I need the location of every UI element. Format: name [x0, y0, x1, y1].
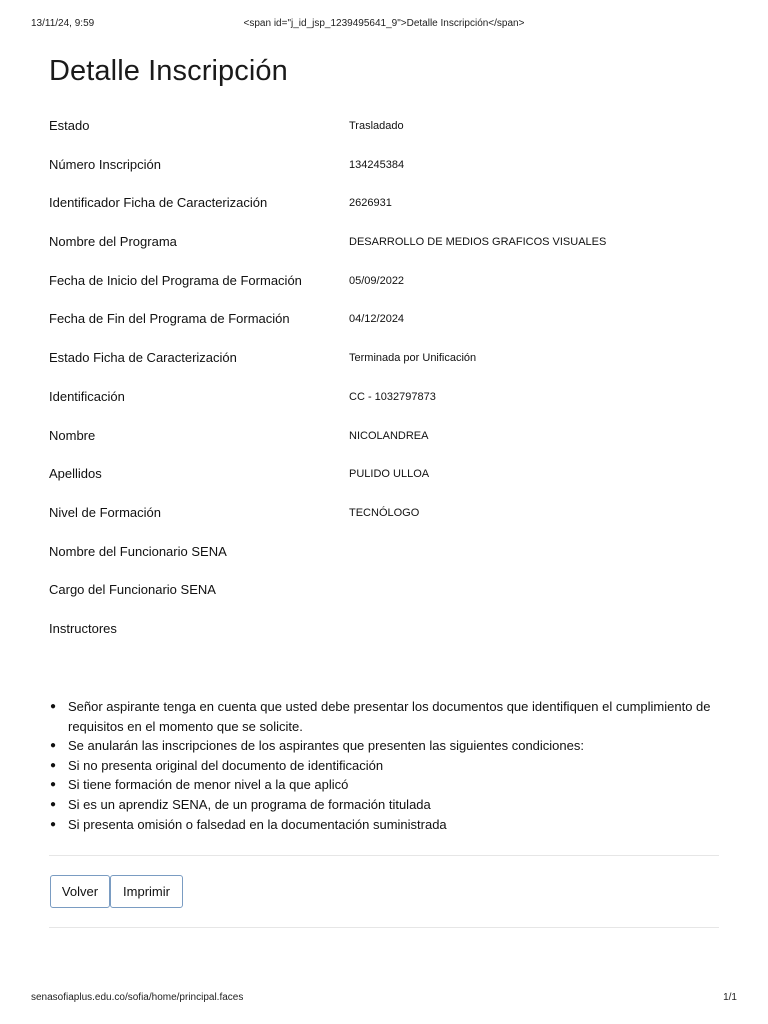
note-text: Si es un aprendiz SENA, de un programa de formación titulada	[68, 796, 431, 812]
print-button[interactable]: Imprimir	[110, 875, 183, 908]
page-url: senasofiaplus.edu.co/sofia/home/principal.faces	[31, 992, 244, 1003]
field-row-cargo-funcionario	[49, 572, 719, 611]
field-value: 05/09/2022	[349, 274, 405, 287]
field-row-nivel-formacion	[49, 495, 719, 534]
field-label: Nombre	[49, 427, 96, 443]
print-footer	[31, 992, 737, 1006]
field-value: 134245384	[349, 158, 405, 171]
field-value: Terminada por Unificación	[349, 352, 477, 365]
field-label: Nombre del Funcionario SENA	[49, 543, 227, 559]
note-text: Si no presenta original del documento de identificación	[68, 757, 384, 773]
note-text: Señor aspirante tenga en cuenta que usted debe presentar los documentos que identifiquen el cumplimiento de requisitos en el momento que se solicite.	[68, 699, 711, 734]
list-item	[49, 697, 729, 736]
field-row-fecha-fin	[49, 301, 719, 340]
field-row-nombre	[49, 418, 719, 457]
field-label: Nombre del Programa	[49, 234, 177, 250]
field-label: Instructores	[49, 620, 117, 636]
field-label: Estado Ficha de Caracterización	[49, 350, 237, 366]
field-row-apellidos	[49, 456, 719, 495]
enrollment-details	[49, 108, 719, 650]
field-value: DESARROLLO DE MEDIOS GRAFICOS VISUALES	[349, 236, 607, 249]
print-document-title: <span id="j_id_jsp_1239495641_9">Detalle Inscripción</span>	[243, 18, 525, 29]
field-row-identificacion	[49, 379, 719, 418]
field-label: Apellidos	[49, 466, 102, 482]
note-text: Se anularán las inscripciones de los aspirantes que presenten las siguientes condiciones:	[68, 738, 584, 754]
divider	[49, 855, 719, 856]
field-label: Fecha de Inicio del Programa de Formación	[49, 272, 302, 288]
field-value: NICOLANDREA	[349, 429, 429, 442]
field-value: Trasladado	[349, 120, 404, 132]
bullet-icon: ●	[50, 701, 57, 712]
field-label: Número Inscripción	[49, 156, 161, 172]
divider	[49, 927, 719, 928]
field-value: CC - 1032797873	[349, 390, 436, 403]
field-label: Identificación	[49, 388, 125, 404]
back-button[interactable]: Volver	[50, 875, 110, 908]
field-value: 2626931	[349, 197, 392, 210]
field-value: TECNÓLOGO	[349, 506, 420, 519]
bullet-icon: ●	[50, 740, 57, 752]
bullet-icon: ●	[50, 779, 57, 791]
field-label: Estado	[49, 118, 90, 133]
field-row-nombre-programa	[49, 224, 719, 263]
field-row-estado	[49, 108, 719, 147]
field-row-nombre-funcionario	[49, 534, 719, 573]
list-item	[49, 815, 729, 835]
bullet-icon: ●	[50, 759, 57, 771]
print-header	[31, 18, 737, 32]
note-text: Si tiene formación de menor nivel a la que aplicó	[68, 777, 349, 793]
note-text: Si presenta omisión o falsedad en la documentación suministrada	[68, 816, 447, 832]
page-count: 1/1	[723, 992, 737, 1003]
field-label: Cargo del Funcionario SENA	[49, 582, 216, 598]
bullet-icon: ●	[50, 798, 57, 810]
field-label: Nivel de Formación	[49, 504, 161, 520]
field-value: PULIDO ULLOA	[349, 468, 430, 481]
field-row-instructores	[49, 611, 719, 650]
field-label: Identificador Ficha de Caracterización	[49, 195, 268, 211]
bullet-icon: ●	[50, 818, 57, 830]
list-item	[49, 775, 729, 795]
field-row-identificador-ficha	[49, 185, 719, 224]
field-label: Fecha de Fin del Programa de Formación	[49, 311, 290, 327]
field-value: 04/12/2024	[349, 313, 405, 326]
field-row-numero-inscripcion	[49, 147, 719, 186]
page-title: Detalle Inscripción	[49, 55, 288, 87]
field-row-estado-ficha	[49, 340, 719, 379]
field-row-fecha-inicio	[49, 263, 719, 302]
list-item	[49, 756, 729, 776]
requirements-notes	[49, 697, 729, 834]
list-item	[49, 795, 729, 815]
list-item	[49, 736, 729, 756]
print-datetime: 13/11/24, 9:59	[31, 18, 95, 29]
